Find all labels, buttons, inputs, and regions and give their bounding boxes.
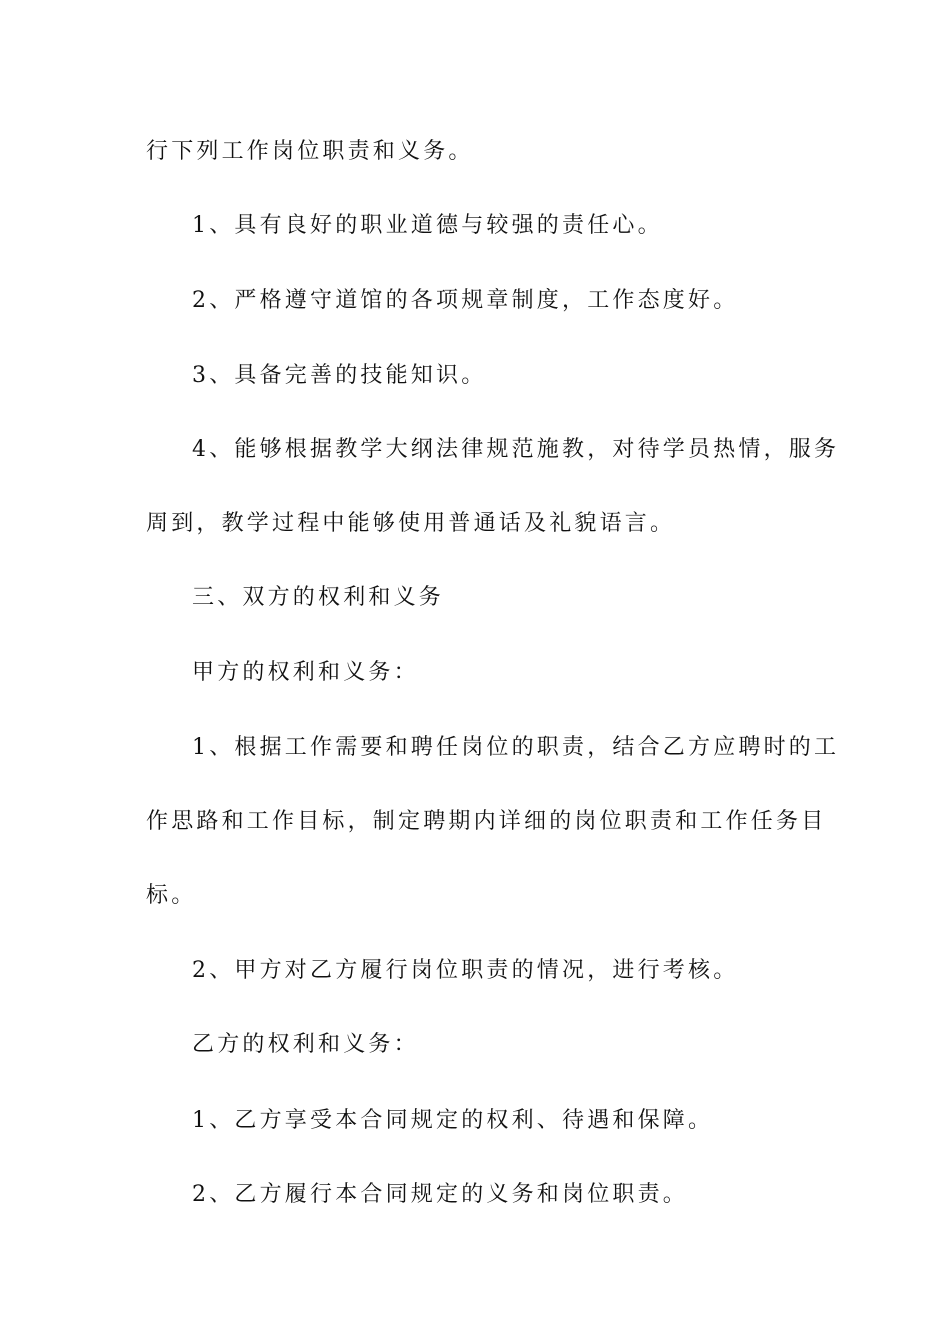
subsection-heading: 甲方的权利和义务：	[192, 660, 419, 685]
list-item: 2、严格遵守道馆的各项规章制度，工作态度好。	[192, 288, 739, 313]
subsection-heading: 乙方的权利和义务：	[192, 1032, 419, 1057]
list-item: 1、具有良好的职业道德与较强的责任心。	[192, 213, 663, 238]
list-item: 2、甲方对乙方履行岗位职责的情况，进行考核。	[192, 958, 739, 983]
list-item: 4、能够根据教学大纲法律规范施教，对待学员热情，服务	[192, 437, 840, 462]
body-text-line: 作思路和工作目标，制定聘期内详细的岗位职责和工作任务目	[146, 809, 827, 834]
list-item: 1、根据工作需要和聘任岗位的职责，结合乙方应聘时的工	[192, 735, 840, 760]
list-item: 2、乙方履行本合同规定的义务和岗位职责。	[192, 1182, 688, 1207]
list-item: 3、具备完善的技能知识。	[192, 363, 487, 388]
body-text-line: 行下列工作岗位职责和义务。	[146, 139, 474, 164]
section-heading: 三、双方的权利和义务	[192, 585, 445, 610]
list-item: 1、乙方享受本合同规定的权利、待遇和保障。	[192, 1108, 714, 1133]
body-text-line: 周到，教学过程中能够使用普通话及礼貌语言。	[146, 511, 676, 536]
body-text-line: 标。	[146, 883, 197, 908]
